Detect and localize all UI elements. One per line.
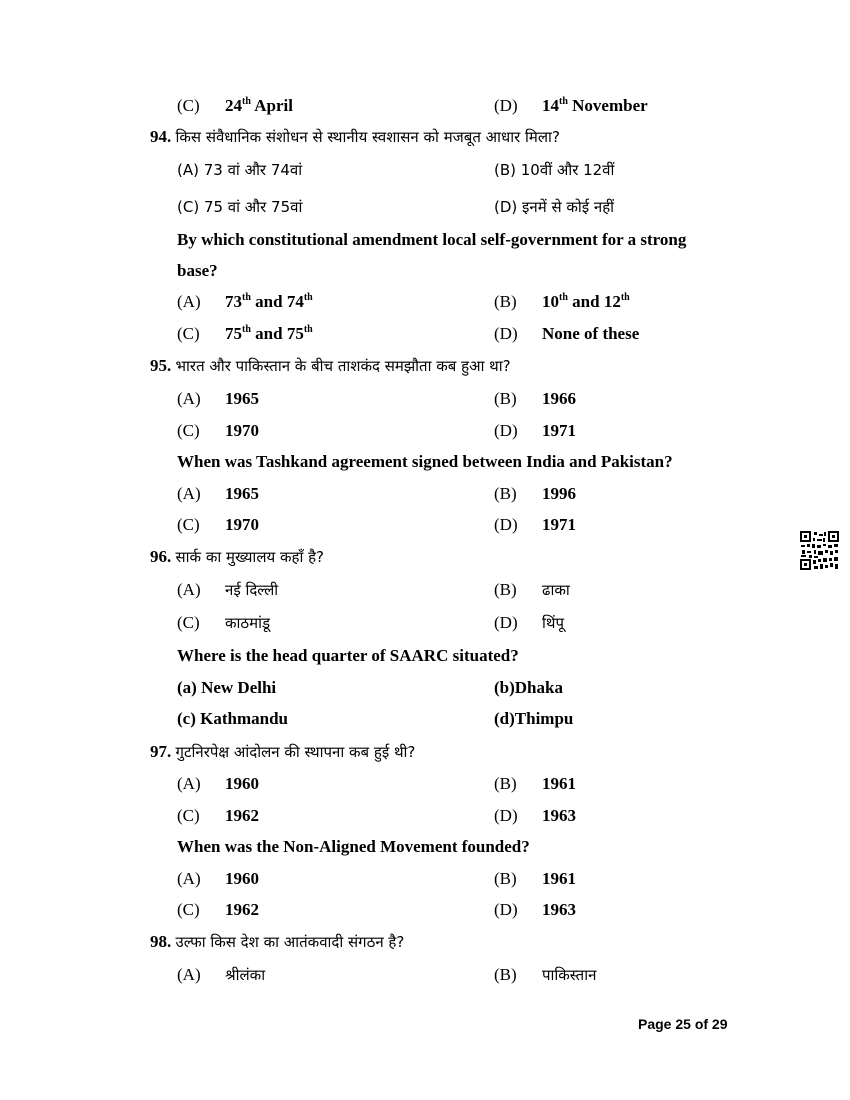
q97-hindi-option-b: (B) 1961	[494, 774, 576, 793]
q97-english-option-c: (C) 1962	[177, 900, 259, 919]
q96-question-english: Where is the head quarter of SAARC situated?	[177, 646, 519, 665]
q96-english-option-a: (a) New Delhi	[177, 678, 277, 697]
q95-english-option-c: (C) 1970	[177, 515, 259, 534]
q97-english-option-b: (B) 1961	[494, 869, 576, 888]
q95-english-option-b: (B) 1996	[494, 484, 576, 503]
q98-hindi-option-a: (A) श्रीलंका	[177, 965, 266, 984]
q94-english-option-b: (B) 10th and 12th	[494, 292, 630, 311]
q97-hindi-option-a: (A) 1960	[177, 774, 259, 793]
q95-question-english: When was Tashkand agreement signed between India and Pakistan?	[177, 452, 673, 471]
q95-hindi-option-c: (C) 1970	[177, 421, 259, 440]
q94-question-hindi: 94. किस संवैधानिक संशोधन से स्थानीय स्वशासन को मजबूत आधार मिला?	[150, 127, 560, 146]
q94-english-option-c: (C) 75th and 75th	[177, 324, 313, 343]
q95-hindi-option-d: (D) 1971	[494, 421, 576, 440]
q96-english-option-c: (c) Kathmandu	[177, 709, 288, 728]
q95-english-option-a: (A) 1965	[177, 484, 259, 503]
q94-question-english-line2: base?	[177, 261, 218, 280]
q94-hindi-option-b: (B) 10वीं और 12वीं	[494, 161, 615, 179]
page-number: Page 25 of 29	[638, 1016, 728, 1032]
q93-option-d: (D) 14th November	[494, 96, 648, 115]
q97-hindi-option-d: (D) 1963	[494, 806, 576, 825]
q95-question-hindi: 95. भारत और पाकिस्तान के बीच ताशकंद समझौता कब हुआ था?	[150, 356, 511, 375]
q96-english-option-b: (b)Dhaka	[494, 678, 563, 697]
q96-hindi-option-b: (B) ढाका	[494, 580, 570, 599]
q94-hindi-option-c: (C) 75 वां और 75वां	[177, 198, 303, 216]
q97-english-option-a: (A) 1960	[177, 869, 259, 888]
q93-option-c: (C) 24th April	[177, 96, 293, 115]
q95-english-option-d: (D) 1971	[494, 515, 576, 534]
q98-question-hindi: 98. उल्फा किस देश का आतंकवादी संगठन है?	[150, 932, 405, 951]
q95-hindi-option-b: (B) 1966	[494, 389, 576, 408]
q97-hindi-option-c: (C) 1962	[177, 806, 259, 825]
q96-question-hindi: 96. सार्क का मुख्यालय कहाँ है?	[150, 547, 325, 566]
qr-code-icon	[800, 531, 839, 570]
q96-hindi-option-c: (C) काठमांडू	[177, 613, 271, 632]
q96-english-option-d: (d)Thimpu	[494, 709, 574, 728]
q94-english-option-d: (D) None of these	[494, 324, 640, 343]
q98-hindi-option-b: (B) पाकिस्तान	[494, 965, 597, 984]
q94-english-option-a: (A) 73th and 74th	[177, 292, 313, 311]
q94-hindi-option-a: (A) 73 वां और 74वां	[177, 161, 303, 179]
q96-hindi-option-d: (D) थिंपू	[494, 613, 564, 632]
q97-question-hindi: 97. गुटनिरपेक्ष आंदोलन की स्थापना कब हुई थी?	[150, 742, 416, 761]
q97-english-option-d: (D) 1963	[494, 900, 576, 919]
q96-hindi-option-a: (A) नई दिल्ली	[177, 580, 279, 599]
q94-question-english-line1: By which constitutional amendment local self-government for a strong	[177, 230, 687, 249]
q94-hindi-option-d: (D) इनमें से कोई नहीं	[494, 198, 615, 216]
q95-hindi-option-a: (A) 1965	[177, 389, 259, 408]
q97-question-english: When was the Non-Aligned Movement founded?	[177, 837, 530, 856]
